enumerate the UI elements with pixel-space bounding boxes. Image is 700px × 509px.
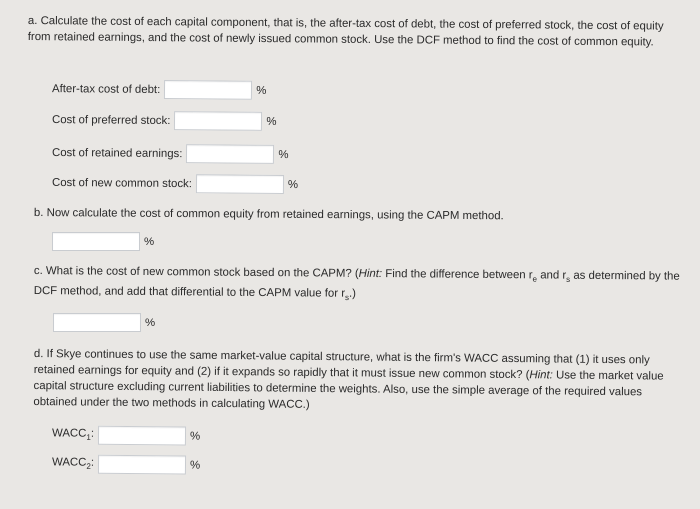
- field-row-preferred-stock: [52, 110, 277, 131]
- field-label: Cost of new common stock:: [51, 176, 192, 190]
- hint-label: Hint:: [529, 369, 553, 382]
- question-b-prompt: b. Now calculate the cost of common equity from retained earnings, using the CAPM method.: [33, 206, 504, 223]
- subscript: s: [344, 293, 350, 303]
- percent-unit: %: [256, 84, 267, 97]
- text-segment: Use the market value capital structure excluding current liabilities to determine the weights. Also, use the simple average of the required values obtained under the two methods in calculating WACC.): [33, 369, 664, 411]
- subscript: 2: [86, 462, 91, 472]
- wacc2-input[interactable]: [98, 455, 186, 475]
- cost-of-new-common-stock-input[interactable]: [196, 174, 284, 194]
- field-row-new-common-capm: [49, 313, 155, 332]
- field-label: Cost of retained earnings:: [51, 146, 183, 160]
- field-row-new-common-stock: [52, 173, 298, 194]
- subscript: e: [532, 274, 538, 284]
- percent-unit: %: [266, 115, 277, 128]
- text-segment: Find the difference between r: [382, 268, 533, 282]
- wacc1-label: [52, 428, 94, 443]
- percent-unit: %: [189, 459, 201, 472]
- field-row-after-tax-debt: [52, 79, 267, 100]
- wacc2-label: [52, 457, 94, 472]
- question-b-text: [34, 205, 674, 225]
- question-a-text: [28, 13, 688, 51]
- field-label: Cost of preferred stock:: [51, 113, 171, 127]
- cost-of-retained-earnings-input[interactable]: [186, 144, 274, 164]
- capm-cost-input[interactable]: [52, 232, 140, 251]
- field-row-wacc1: [52, 425, 200, 445]
- cost-of-preferred-stock-input[interactable]: [174, 111, 262, 131]
- text-segment: as determined by the DCF method, and add that differential to the CAPM value for r: [33, 269, 680, 300]
- wacc1-input[interactable]: [98, 426, 186, 446]
- colon: :: [90, 457, 95, 470]
- percent-unit: %: [287, 178, 299, 191]
- colon: :: [90, 428, 95, 441]
- field-row-wacc2: [52, 454, 200, 474]
- text-segment: c. What is the cost of new common stock based on the CAPM? (: [33, 264, 359, 280]
- percent-unit: %: [145, 316, 156, 329]
- question-c-text: [34, 263, 694, 309]
- field-row-retained-earnings: [52, 143, 289, 164]
- subscript: s: [566, 274, 571, 284]
- wacc-label-text: WACC: [51, 427, 87, 441]
- text-segment: .): [348, 288, 357, 301]
- new-common-stock-capm-input[interactable]: [53, 313, 141, 332]
- field-row-capm: [48, 232, 154, 251]
- question-d-text: [33, 346, 684, 417]
- subscript: 1: [86, 433, 91, 443]
- question-a-prompt: a. Calculate the cost of each capital component, that is, the after-tax cost of debt, the cost of preferred stock, the cost of equity from retained earnings, and the cost of newly issued common stock. Use the DCF method to find the cost of common equity.: [27, 14, 664, 49]
- wacc-label-text: WACC: [51, 456, 87, 470]
- text-segment: d. If Skye continues to use the same market-value capital structure, what is the firm's WACC assuming that (1) it uses only retained earnings for equity and (2) if it expands so rapidly that it must issue new common stock? (: [33, 347, 650, 382]
- hint-label: Hint:: [358, 267, 383, 281]
- text-segment: and r: [537, 269, 567, 282]
- percent-unit: %: [278, 148, 289, 161]
- percent-unit: %: [144, 235, 155, 248]
- after-tax-cost-of-debt-input[interactable]: [164, 80, 252, 100]
- field-label: After-tax cost of debt:: [51, 82, 161, 96]
- percent-unit: %: [189, 430, 201, 443]
